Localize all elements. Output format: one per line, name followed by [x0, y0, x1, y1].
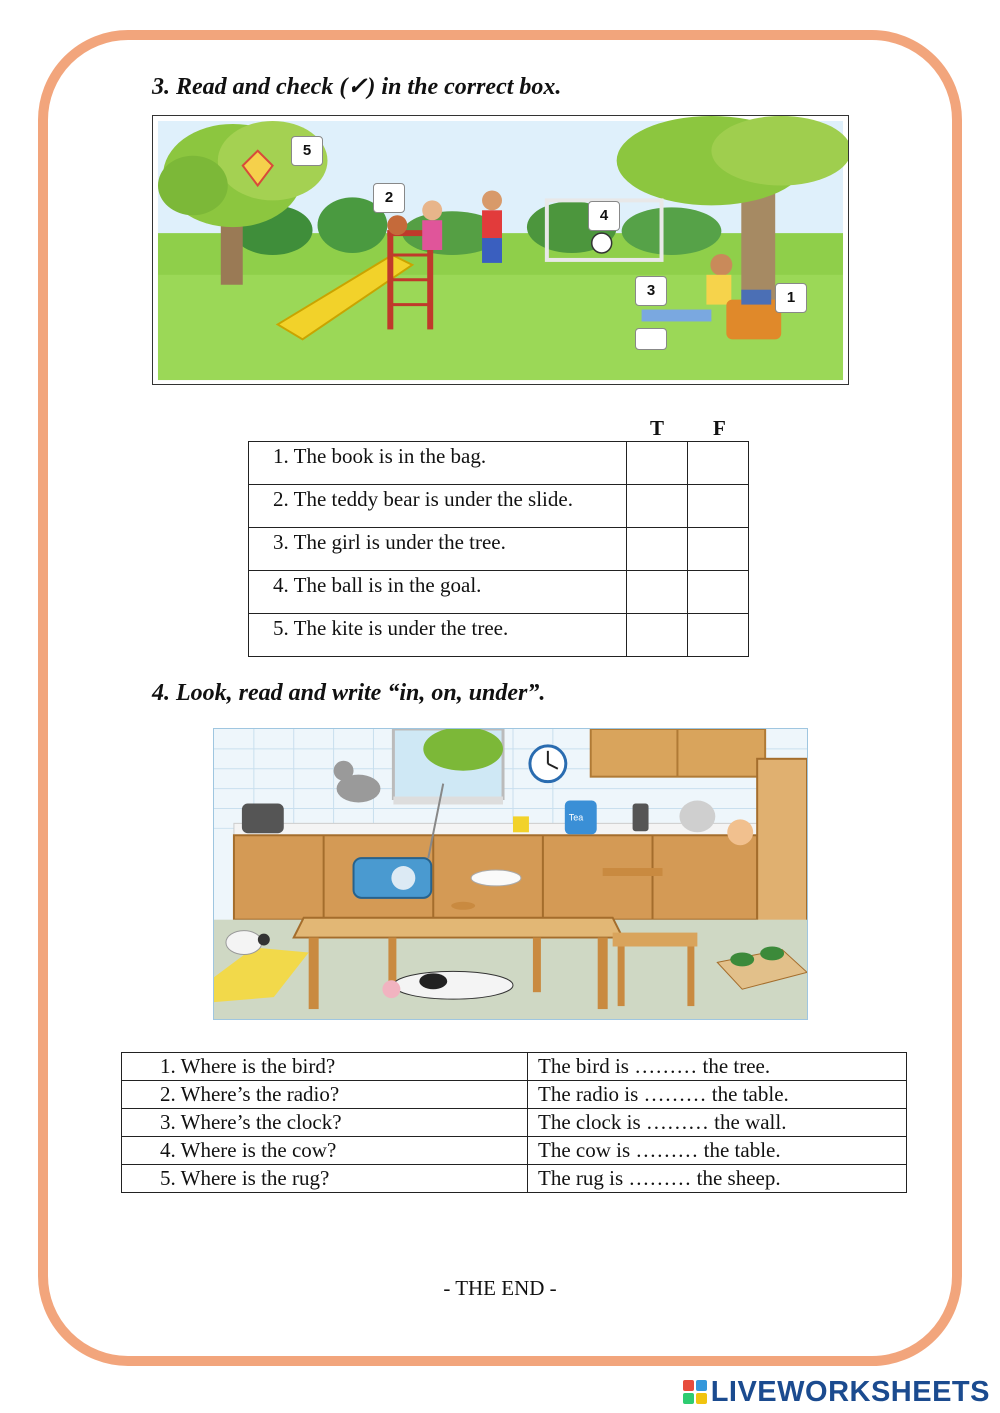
picture-label-2: 2	[373, 183, 405, 213]
true-checkbox[interactable]	[627, 485, 688, 528]
statement: 1. The book is in the bag.	[249, 442, 627, 485]
false-checkbox[interactable]	[688, 614, 749, 657]
statement: 2. The teddy bear is under the slide.	[249, 485, 627, 528]
answer-blank[interactable]: The clock is ……… the wall.	[528, 1109, 907, 1137]
question: 4. Where is the cow?	[122, 1137, 528, 1165]
answer-blank[interactable]: The rug is ……… the sheep.	[528, 1165, 907, 1193]
end-text: - THE END -	[443, 1276, 557, 1300]
table-row	[122, 1109, 907, 1137]
true-false-table	[248, 441, 749, 657]
table-row	[249, 571, 749, 614]
true-checkbox[interactable]	[627, 528, 688, 571]
statement: 3. The girl is under the tree.	[249, 528, 627, 571]
answer-blank[interactable]: The cow is ……… the table.	[528, 1137, 907, 1165]
picture-blank-label	[635, 328, 667, 350]
true-checkbox[interactable]	[627, 442, 688, 485]
false-checkbox[interactable]	[688, 485, 749, 528]
kitchen-picture	[213, 728, 808, 1020]
question: 3. Where’s the clock?	[122, 1109, 528, 1137]
table-row	[122, 1053, 907, 1081]
table-row	[122, 1081, 907, 1109]
question-answer-table	[121, 1052, 907, 1193]
liveworksheets-logo	[683, 1375, 990, 1409]
false-checkbox[interactable]	[688, 528, 749, 571]
false-checkbox[interactable]	[688, 571, 749, 614]
picture-label-5: 5	[291, 136, 323, 166]
answer-blank[interactable]: The bird is ……… the tree.	[528, 1053, 907, 1081]
statement: 5. The kite is under the tree.	[249, 614, 627, 657]
column-false: F	[713, 416, 726, 440]
table-row	[122, 1165, 907, 1193]
answer-blank[interactable]: The radio is ……… the table.	[528, 1081, 907, 1109]
picture-label-1: 1	[775, 283, 807, 313]
table-row	[249, 614, 749, 657]
section-3-heading: 3. Read and check (✓) in the correct box.	[152, 74, 562, 100]
table-row	[249, 528, 749, 571]
column-true: T	[650, 416, 665, 440]
picture-label-4: 4	[588, 201, 620, 231]
brand-icon	[683, 1380, 707, 1404]
section-4-heading: 4. Look, read and write “in, on, under”.	[152, 680, 546, 706]
true-checkbox[interactable]	[627, 614, 688, 657]
statement: 4. The ball is in the goal.	[249, 571, 627, 614]
brand-name: LIVEWORKSHEETS	[710, 1375, 990, 1408]
table-row	[249, 485, 749, 528]
table-row	[249, 442, 749, 485]
false-checkbox[interactable]	[688, 442, 749, 485]
table-row	[122, 1137, 907, 1165]
picture-label-3: 3	[635, 276, 667, 306]
question: 2. Where’s the radio?	[122, 1081, 528, 1109]
question: 5. Where is the rug?	[122, 1165, 528, 1193]
tea-jar-label: Tea	[568, 812, 584, 823]
true-checkbox[interactable]	[627, 571, 688, 614]
park-picture	[152, 115, 849, 385]
question: 1. Where is the bird?	[122, 1053, 528, 1081]
